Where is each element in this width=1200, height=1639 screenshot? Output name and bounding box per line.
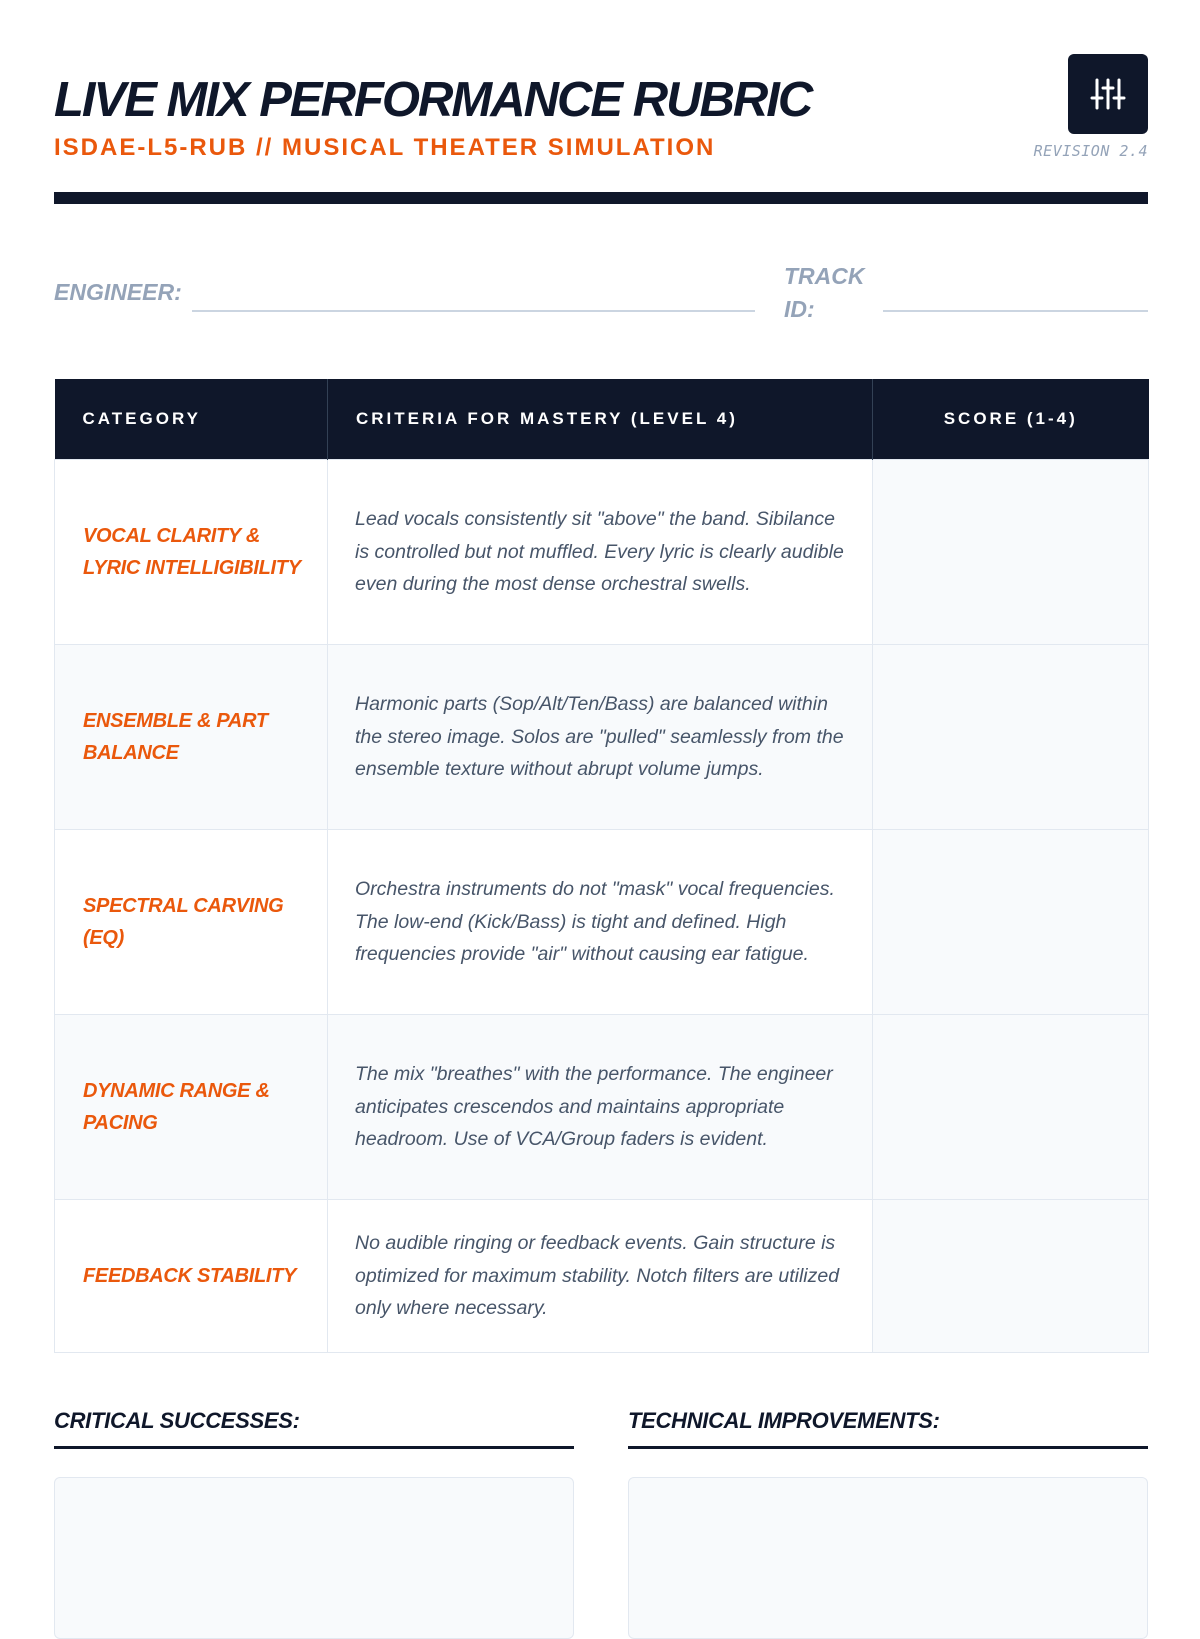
rubric-page	[54, 0, 1148, 1600]
engineer-label: ENGINEER:	[54, 279, 182, 305]
track-id-label: TRACK ID:	[784, 263, 865, 322]
criteria-cell: The mix "breathes" with the performance. The engineer anticipates crescendos and maintains appropriate headroom. Use of VCA/Group faders is evident.	[328, 1015, 873, 1200]
header-criteria: CRITERIA FOR MASTERY (LEVEL 4)	[328, 379, 873, 460]
category-cell: VOCAL CLARITY & LYRIC INTELLIGIBILITY	[55, 460, 328, 645]
header-divider	[54, 192, 1148, 204]
table-row	[55, 1015, 1149, 1200]
track-id-field[interactable]	[883, 310, 1148, 312]
page-title: LIVE MIX PERFORMANCE RUBRIC	[54, 73, 812, 127]
score-cell[interactable]	[873, 645, 1149, 830]
table-row	[55, 830, 1149, 1015]
criteria-cell: Orchestra instruments do not "mask" vocal frequencies. The low-end (Kick/Bass) is tight and defined. High frequencies provide "air" without causing ear fatigue.	[328, 830, 873, 1015]
rubric-table	[54, 379, 1149, 1353]
page-subtitle: ISDAE-L5-RUB // MUSICAL THEATER SIMULATION	[54, 134, 716, 161]
category-cell: FEEDBACK STABILITY	[55, 1200, 328, 1353]
table-header-row	[55, 379, 1149, 460]
engineer-field[interactable]	[192, 310, 755, 312]
technical-improvements-rule	[628, 1446, 1148, 1449]
criteria-cell: No audible ringing or feedback events. Gain structure is optimized for maximum stability. Notch filters are utilized only where necessary.	[328, 1200, 873, 1353]
critical-successes-rule	[54, 1446, 574, 1449]
criteria-cell: Lead vocals consistently sit "above" the band. Sibilance is controlled but not muffled. Every lyric is clearly audible even during the most dense orchestral swells.	[328, 460, 873, 645]
critical-successes-title: CRITICAL SUCCESSES:	[54, 1408, 300, 1433]
technical-improvements-box[interactable]	[628, 1477, 1148, 1639]
technical-improvements-title: TECHNICAL IMPROVEMENTS:	[628, 1408, 940, 1433]
header-score: SCORE (1-4)	[873, 379, 1149, 460]
category-cell: DYNAMIC RANGE & PACING	[55, 1015, 328, 1200]
category-cell: ENSEMBLE & PART BALANCE	[55, 645, 328, 830]
score-cell[interactable]	[873, 830, 1149, 1015]
table-row	[55, 460, 1149, 645]
header-category: CATEGORY	[55, 379, 328, 460]
critical-successes-box[interactable]	[54, 1477, 574, 1639]
score-cell[interactable]	[873, 460, 1149, 645]
table-row	[55, 645, 1149, 830]
mixer-faders-icon	[1090, 76, 1126, 112]
logo-badge	[1068, 54, 1148, 134]
score-cell[interactable]	[873, 1015, 1149, 1200]
score-cell[interactable]	[873, 1200, 1149, 1353]
revision-label: REVISION 2.4	[1033, 142, 1148, 160]
table-row	[55, 1200, 1149, 1353]
category-cell: SPECTRAL CARVING (EQ)	[55, 830, 328, 1015]
criteria-cell: Harmonic parts (Sop/Alt/Ten/Bass) are balanced within the stereo image. Solos are "pulled" seamlessly from the ensemble texture without abrupt volume jumps.	[328, 645, 873, 830]
